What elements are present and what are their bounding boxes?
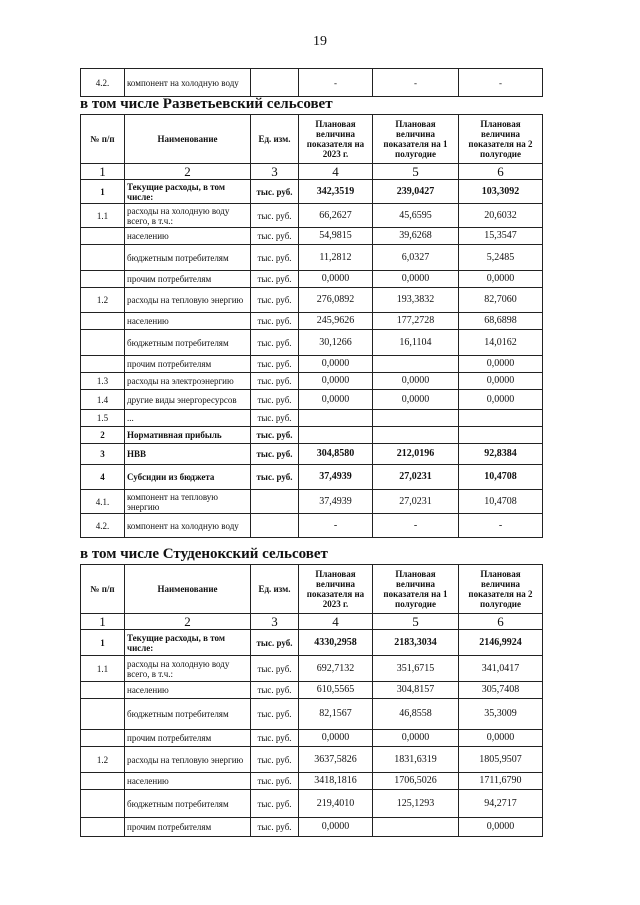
row-value-h2: 10,4708 (459, 465, 543, 490)
row-value-year: 219,4010 (299, 790, 373, 818)
table-row (81, 330, 543, 356)
row-value-h2: 82,7060 (459, 288, 543, 313)
studenoksky-table (80, 564, 543, 837)
row-name: Нормативная прибыль (125, 427, 251, 444)
row-value-year: 0,0000 (299, 271, 373, 288)
column-number: 5 (373, 164, 459, 180)
row-value-h2: 92,8384 (459, 444, 543, 465)
row-name: населению (125, 773, 251, 790)
row-value-h2: 0,0000 (459, 818, 543, 837)
row-value-year: - (299, 69, 373, 97)
row-value-h2 (459, 427, 543, 444)
header-value-year: Плановая величина показателя на 2023 г. (299, 115, 373, 164)
row-value-year: 66,2627 (299, 204, 373, 228)
row-name: прочим потребителям (125, 356, 251, 373)
table-row (81, 180, 543, 204)
row-unit: тыс. руб. (251, 444, 299, 465)
row-value-h1: 1831,6319 (373, 747, 459, 773)
row-value-h2: 0,0000 (459, 356, 543, 373)
table-row (81, 410, 543, 427)
table-row (81, 747, 543, 773)
row-number: 1.1 (81, 204, 125, 228)
row-name: компонент на холодную воду (125, 514, 251, 538)
row-name: населению (125, 228, 251, 245)
row-name: расходы на электроэнергию (125, 373, 251, 390)
row-unit: тыс. руб. (251, 288, 299, 313)
table-row (81, 373, 543, 390)
row-value-h1: 16,1104 (373, 330, 459, 356)
row-unit: тыс. руб. (251, 790, 299, 818)
row-number (81, 313, 125, 330)
row-name: бюджетным потребителям (125, 330, 251, 356)
row-unit: тыс. руб. (251, 228, 299, 245)
row-number: 3 (81, 444, 125, 465)
row-value-h2: - (459, 69, 543, 97)
table-row (81, 288, 543, 313)
column-number-row (81, 164, 543, 180)
row-name: прочим потребителям (125, 818, 251, 837)
column-number: 2 (125, 614, 251, 630)
row-value-h1: - (373, 69, 459, 97)
row-name: населению (125, 682, 251, 699)
column-number-row (81, 614, 543, 630)
row-value-h2: 341,0417 (459, 656, 543, 682)
row-value-h1: 6,0327 (373, 245, 459, 271)
row-number: 2 (81, 427, 125, 444)
row-name: Текущие расходы, в том числе: (125, 630, 251, 656)
row-value-year: 0,0000 (299, 730, 373, 747)
row-name: бюджетным потребителям (125, 790, 251, 818)
row-unit: тыс. руб. (251, 390, 299, 410)
table-row (81, 465, 543, 490)
row-name: прочим потребителям (125, 271, 251, 288)
row-value-year: 304,8580 (299, 444, 373, 465)
table-row (81, 514, 543, 538)
row-unit: тыс. руб. (251, 465, 299, 490)
page-number: 19 (313, 34, 327, 49)
table-row (81, 204, 543, 228)
table-row (81, 313, 543, 330)
row-value-h2: 20,6032 (459, 204, 543, 228)
row-name: населению (125, 313, 251, 330)
row-value-year (299, 427, 373, 444)
row-unit: тыс. руб. (251, 699, 299, 730)
row-number: 1.1 (81, 656, 125, 682)
row-name: компонент на тепловую энергию (125, 490, 251, 514)
razvetyevsky-table (80, 114, 543, 538)
row-number: 1.3 (81, 373, 125, 390)
row-value-h1: 39,6268 (373, 228, 459, 245)
row-value-h1: 212,0196 (373, 444, 459, 465)
row-value-h1: 27,0231 (373, 490, 459, 514)
row-value-h2: 10,4708 (459, 490, 543, 514)
row-value-h2 (459, 410, 543, 427)
header-value-h2: Плановая величина показателя на 2 полугодие (459, 115, 543, 164)
row-number: 4 (81, 465, 125, 490)
row-number (81, 356, 125, 373)
row-value-h1: 177,2728 (373, 313, 459, 330)
row-unit: тыс. руб. (251, 773, 299, 790)
column-number: 5 (373, 614, 459, 630)
row-value-h2: 15,3547 (459, 228, 543, 245)
row-name: расходы на тепловую энергию (125, 288, 251, 313)
table-row (81, 271, 543, 288)
column-number: 1 (81, 614, 125, 630)
column-number: 1 (81, 164, 125, 180)
table-row (81, 818, 543, 837)
row-value-h2: 35,3009 (459, 699, 543, 730)
row-unit: тыс. руб. (251, 682, 299, 699)
row-value-year: 610,5565 (299, 682, 373, 699)
row-value-h1: 46,8558 (373, 699, 459, 730)
column-number: 6 (459, 164, 543, 180)
row-name: ... (125, 410, 251, 427)
row-number (81, 699, 125, 730)
section-title-razvetyevsky: в том числе Разветьевский сельсовет (80, 96, 333, 112)
table-row (81, 773, 543, 790)
row-unit: тыс. руб. (251, 204, 299, 228)
table-row (81, 69, 543, 97)
row-unit: тыс. руб. (251, 245, 299, 271)
row-value-year: 0,0000 (299, 356, 373, 373)
row-unit (251, 69, 299, 97)
row-value-h1: 1706,5026 (373, 773, 459, 790)
row-number: 4.2. (81, 514, 125, 538)
row-value-year: - (299, 514, 373, 538)
header-name: Наименование (125, 115, 251, 164)
row-name: расходы на холодную воду всего, в т.ч.: (125, 204, 251, 228)
header-value-h1: Плановая величина показателя на 1 полугодие (373, 115, 459, 164)
table-row (81, 490, 543, 514)
table-row (81, 730, 543, 747)
row-value-year: 0,0000 (299, 373, 373, 390)
table-row (81, 444, 543, 465)
row-value-h1 (373, 410, 459, 427)
row-name: бюджетным потребителям (125, 245, 251, 271)
row-number (81, 773, 125, 790)
row-unit: тыс. руб. (251, 330, 299, 356)
row-number: 1.2 (81, 288, 125, 313)
table-row (81, 228, 543, 245)
row-value-year: 54,9815 (299, 228, 373, 245)
row-value-h2: 2146,9924 (459, 630, 543, 656)
table-row (81, 682, 543, 699)
header-number: № п/п (81, 565, 125, 614)
row-unit: тыс. руб. (251, 630, 299, 656)
row-value-h2: 0,0000 (459, 730, 543, 747)
row-value-h1 (373, 356, 459, 373)
row-value-h1: 0,0000 (373, 271, 459, 288)
row-value-h1: 351,6715 (373, 656, 459, 682)
row-unit: тыс. руб. (251, 373, 299, 390)
row-value-year: 3418,1816 (299, 773, 373, 790)
column-number: 6 (459, 614, 543, 630)
row-name: другие виды энергоресурсов (125, 390, 251, 410)
column-number: 3 (251, 164, 299, 180)
table-row (81, 699, 543, 730)
row-unit: тыс. руб. (251, 427, 299, 444)
row-value-year: 0,0000 (299, 390, 373, 410)
row-value-year: 30,1266 (299, 330, 373, 356)
row-value-year: 37,4939 (299, 490, 373, 514)
row-value-year: 692,7132 (299, 656, 373, 682)
row-value-h1: 27,0231 (373, 465, 459, 490)
row-value-h1: 2183,3034 (373, 630, 459, 656)
table-row (81, 390, 543, 410)
row-value-year: 276,0892 (299, 288, 373, 313)
row-value-h2: 0,0000 (459, 373, 543, 390)
row-unit: тыс. руб. (251, 356, 299, 373)
row-value-year: 3637,5826 (299, 747, 373, 773)
header-number: № п/п (81, 115, 125, 164)
row-number (81, 245, 125, 271)
row-number (81, 228, 125, 245)
row-value-year: 4330,2958 (299, 630, 373, 656)
table-row (81, 630, 543, 656)
row-value-h1: 45,6595 (373, 204, 459, 228)
row-name: Текущие расходы, в том числе: (125, 180, 251, 204)
row-name: бюджетным потребителям (125, 699, 251, 730)
row-number (81, 682, 125, 699)
row-value-h1: 304,8157 (373, 682, 459, 699)
row-unit (251, 490, 299, 514)
row-unit: тыс. руб. (251, 410, 299, 427)
row-unit: тыс. руб. (251, 656, 299, 682)
table-row (81, 356, 543, 373)
row-number (81, 271, 125, 288)
table-row (81, 427, 543, 444)
row-value-h1 (373, 427, 459, 444)
row-value-h2: 0,0000 (459, 390, 543, 410)
row-value-year: 342,3519 (299, 180, 373, 204)
row-value-h1: 193,3832 (373, 288, 459, 313)
row-number: 1.5 (81, 410, 125, 427)
row-value-h2: 0,0000 (459, 271, 543, 288)
table-row (81, 790, 543, 818)
row-value-year: 245,9626 (299, 313, 373, 330)
row-value-year (299, 410, 373, 427)
row-value-h1: 125,1293 (373, 790, 459, 818)
header-value-year: Плановая величина показателя на 2023 г. (299, 565, 373, 614)
section-title-studenoksky: в том числе Студенокский сельсовет (80, 546, 328, 562)
row-name: НВВ (125, 444, 251, 465)
row-number: 1 (81, 630, 125, 656)
row-value-h2: 103,3092 (459, 180, 543, 204)
table-row (81, 245, 543, 271)
row-value-year: 0,0000 (299, 818, 373, 837)
row-unit: тыс. руб. (251, 271, 299, 288)
top-table (80, 68, 543, 97)
row-unit: тыс. руб. (251, 313, 299, 330)
row-value-h2: 94,2717 (459, 790, 543, 818)
row-value-h2: 1711,6790 (459, 773, 543, 790)
row-value-h2: 68,6898 (459, 313, 543, 330)
row-value-h1: 0,0000 (373, 390, 459, 410)
row-value-year: 37,4939 (299, 465, 373, 490)
column-number: 4 (299, 164, 373, 180)
table-row (81, 656, 543, 682)
row-number: 1 (81, 180, 125, 204)
row-value-h1: 239,0427 (373, 180, 459, 204)
header-value-h1: Плановая величина показателя на 1 полугодие (373, 565, 459, 614)
row-value-h2: - (459, 514, 543, 538)
row-value-h1: - (373, 514, 459, 538)
row-unit: тыс. руб. (251, 730, 299, 747)
row-value-h2: 14,0162 (459, 330, 543, 356)
row-number (81, 330, 125, 356)
row-value-h2: 5,2485 (459, 245, 543, 271)
row-value-h1 (373, 818, 459, 837)
row-number (81, 730, 125, 747)
row-number (81, 790, 125, 818)
header-row (81, 115, 543, 164)
row-unit: тыс. руб. (251, 180, 299, 204)
row-number: 1.4 (81, 390, 125, 410)
row-value-h1: 0,0000 (373, 373, 459, 390)
row-value-h2: 1805,9507 (459, 747, 543, 773)
row-name: компонент на холодную воду (125, 69, 251, 97)
row-unit: тыс. руб. (251, 818, 299, 837)
header-name: Наименование (125, 565, 251, 614)
row-name: расходы на холодную воду всего, в т.ч.: (125, 656, 251, 682)
column-number: 4 (299, 614, 373, 630)
row-unit (251, 514, 299, 538)
header-value-h2: Плановая величина показателя на 2 полугодие (459, 565, 543, 614)
row-unit: тыс. руб. (251, 747, 299, 773)
row-value-h1: 0,0000 (373, 730, 459, 747)
row-value-h2: 305,7408 (459, 682, 543, 699)
row-name: Субсидии из бюджета (125, 465, 251, 490)
row-name: расходы на тепловую энергию (125, 747, 251, 773)
row-name: прочим потребителям (125, 730, 251, 747)
row-number: 4.2. (81, 69, 125, 97)
row-value-year: 11,2812 (299, 245, 373, 271)
header-row (81, 565, 543, 614)
header-unit: Ед. изм. (251, 565, 299, 614)
row-number: 1.2 (81, 747, 125, 773)
header-unit: Ед. изм. (251, 115, 299, 164)
row-number (81, 818, 125, 837)
row-number: 4.1. (81, 490, 125, 514)
row-value-year: 82,1567 (299, 699, 373, 730)
column-number: 2 (125, 164, 251, 180)
column-number: 3 (251, 614, 299, 630)
